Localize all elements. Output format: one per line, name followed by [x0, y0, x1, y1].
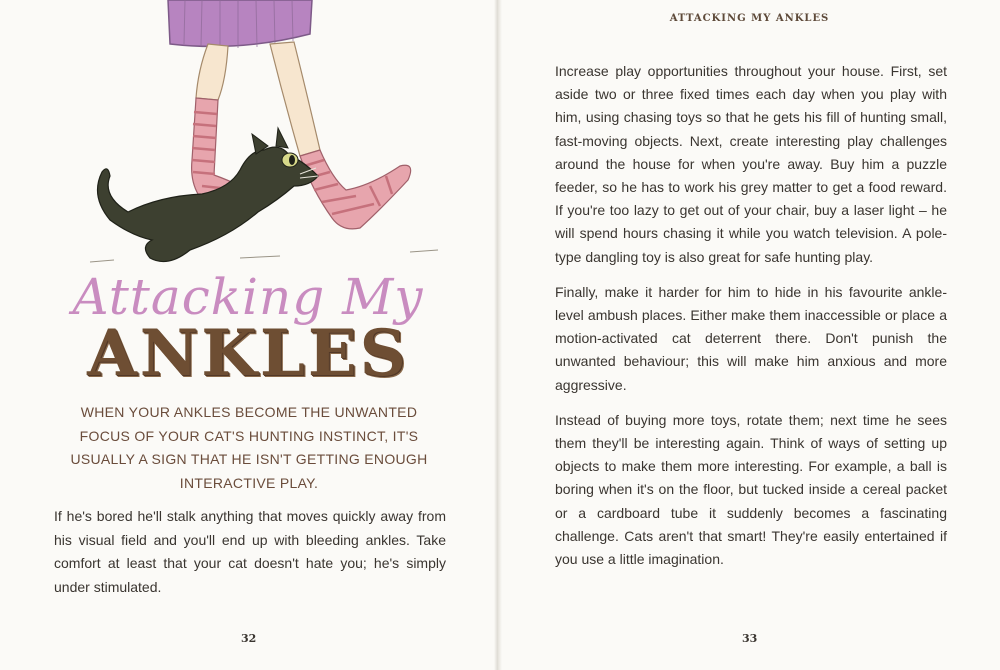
left-leg	[196, 44, 228, 100]
chapter-subtitle: WHEN YOUR ANKLES BECOME THE UNWANTED FOCUS OF YOUR CAT'S HUNTING INSTINCT, IT'S USUALLY A SIGN THAT HE ISN'T GETTING ENOUGH INTERACTIVE PLAY.	[70, 404, 428, 491]
left-paragraph: If he's bored he'll stalk anything that moves quickly away from his visual field and you'll end up with bleeding ankles. Take comfort at least that your cat doesn't hate you; he's simply under stimulated.	[54, 508, 446, 595]
cat-ear-right	[276, 128, 288, 148]
chapter-title-script: Attacking My	[72, 268, 424, 326]
page-number-right: 33	[742, 632, 758, 645]
left-body-text	[54, 505, 446, 599]
running-head: ATTACKING MY ANKLES	[669, 13, 830, 24]
right-paragraph-2: Finally, make it harder for him to hide in his favourite ankle-level ambush places. Either make them inaccessible or place a motion-activated cat deterrent there. Don't punish the unwanted behaviour; this will make him anxious and more aggressive.	[555, 283, 947, 393]
right-paragraph-1: Increase play opportunities throughout your house. First, set aside two or three fixed times each day when you play with him, using chasing toys so that he gets his fill of hunting small, fast-moving objects. Next, create interesting play challenges around the house for when you're away. Buy him a puzzle feeder, so he has to work his grey matter to get a food reward. If you're too lazy to get out of your chair, buy a laser light – he will spend hours chasing it while you watch television. A pole-type dangling toy is also great for safe hunting play.	[555, 63, 947, 265]
right-paragraph-3: Instead of buying more toys, rotate them; next time he sees them they'll be interesting again. Think of ways of setting up objects to make them more interesting. For example, a ball is boring when it's on the floor, but tucked inside a cereal packet or a cardboard tube it suddenly becomes a fascinating challenge. Cats aren't that smart! They're easily entertained if you use a little imagination.	[555, 411, 947, 568]
cat-ankles-illustration	[80, 0, 440, 280]
right-body-text	[555, 60, 947, 583]
page-number-left: 32	[241, 632, 257, 645]
skirt-shape	[168, 0, 312, 46]
chapter-title-block: ANKLES	[87, 316, 409, 391]
